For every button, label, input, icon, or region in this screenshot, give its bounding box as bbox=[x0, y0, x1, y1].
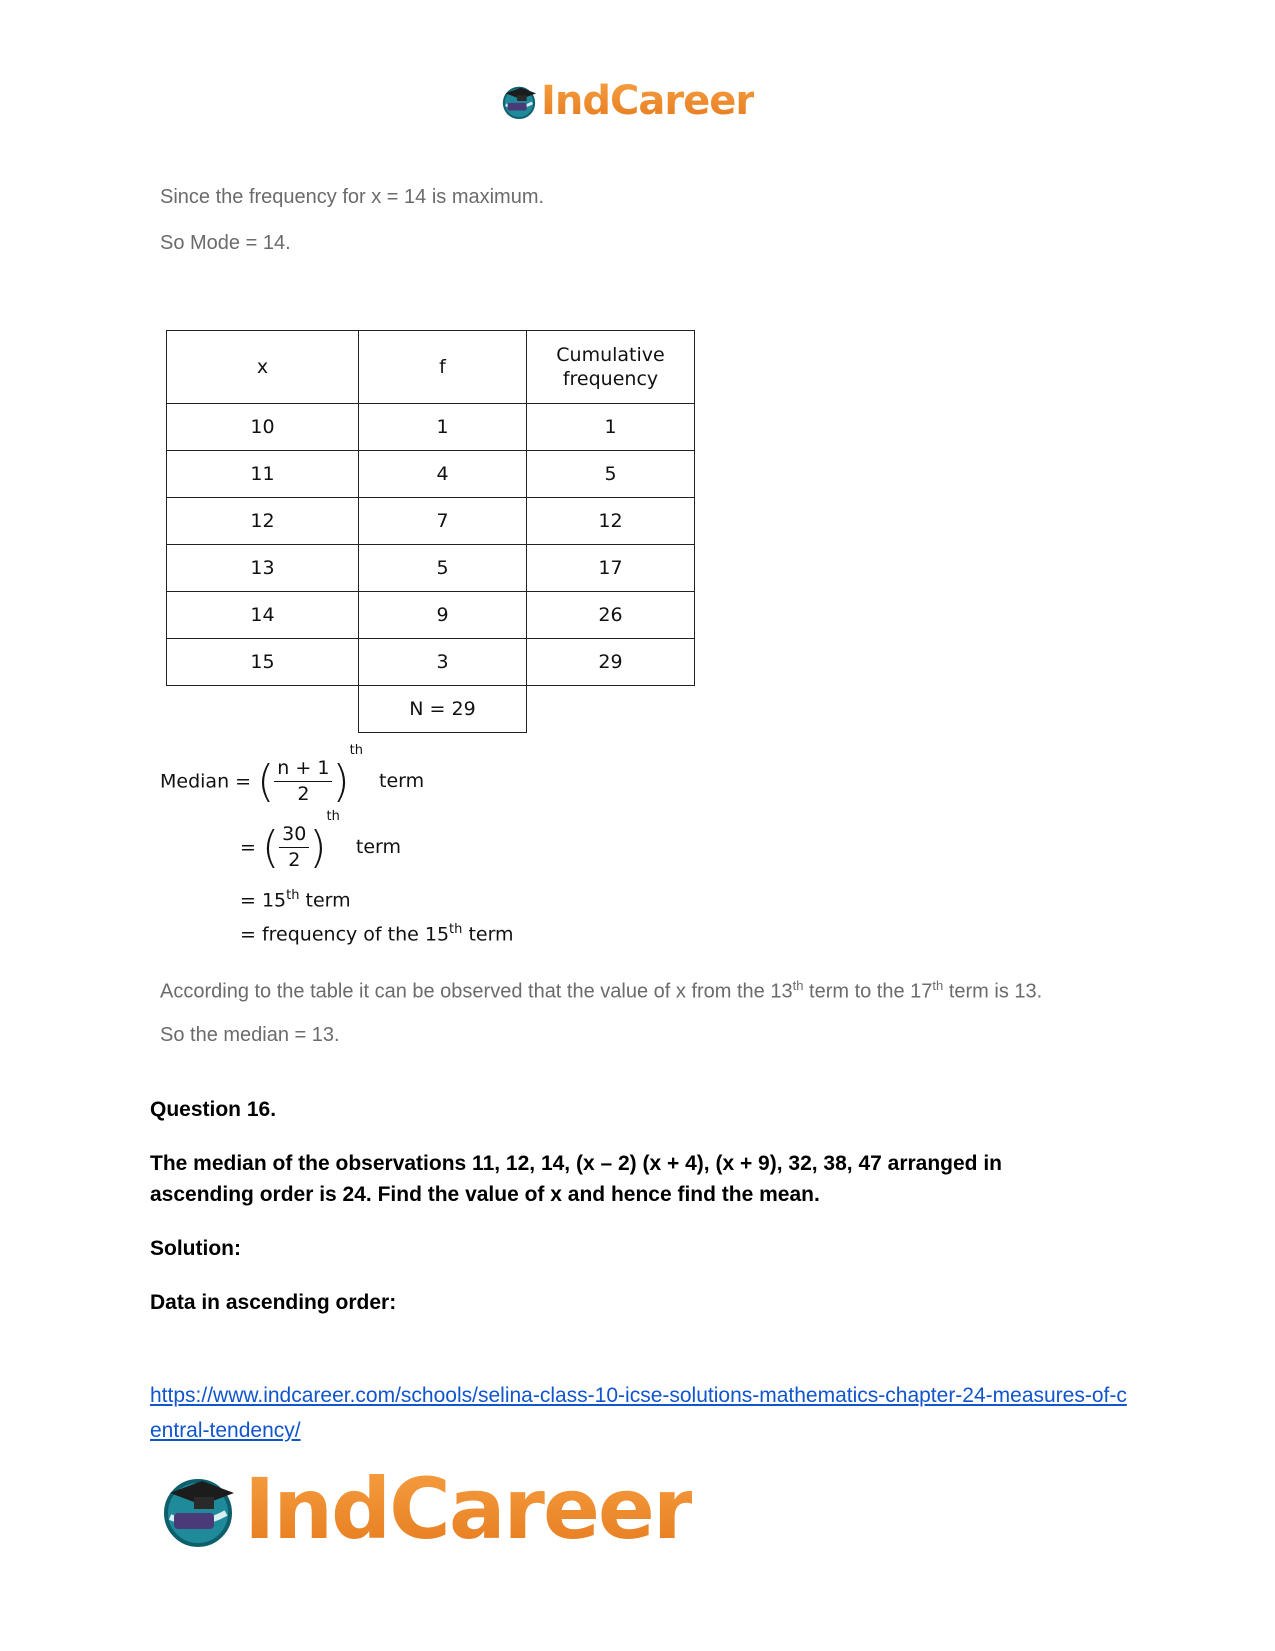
table-cell: 5 bbox=[359, 545, 527, 592]
table-header-x: x bbox=[167, 331, 359, 404]
brand-wordmark: IndCareer bbox=[244, 1460, 693, 1558]
table-cell: 12 bbox=[167, 498, 359, 545]
table-cell: 10 bbox=[167, 404, 359, 451]
table-cell: 1 bbox=[527, 404, 695, 451]
question-title: Question 16. bbox=[150, 1098, 277, 1121]
table-cell: 13 bbox=[167, 545, 359, 592]
table-cell: 9 bbox=[359, 592, 527, 639]
table-header-row bbox=[167, 331, 695, 404]
table-header-cumulative: Cumulative frequency bbox=[527, 331, 695, 404]
median-step-1: Median = ( $\frac{n + 1}{2}$ )$^{th}$ term bbox=[160, 743, 425, 807]
table-total-row bbox=[167, 686, 695, 733]
table-cell: 7 bbox=[359, 498, 527, 545]
fraction: $\frac{n + 1}{2}$ bbox=[274, 758, 332, 806]
table-cell: 14 bbox=[167, 592, 359, 639]
table-cell: 4 bbox=[359, 451, 527, 498]
table-cell: 12 bbox=[527, 498, 695, 545]
table-row bbox=[167, 451, 695, 498]
mode-reason-text: Since the frequency for x = 14 is maximum. bbox=[160, 186, 545, 208]
table-header-f: f bbox=[359, 331, 527, 404]
table-row bbox=[167, 404, 695, 451]
table-row bbox=[167, 545, 695, 592]
graduation-cap-globe-icon bbox=[500, 82, 538, 120]
table-row bbox=[167, 639, 695, 686]
table-row bbox=[167, 592, 695, 639]
brand-wordmark: IndCareer bbox=[541, 78, 755, 124]
table-cell: 3 bbox=[359, 639, 527, 686]
table-row bbox=[167, 498, 695, 545]
median-step-4: = frequency of the 15th term bbox=[240, 922, 514, 946]
graduation-cap-globe-icon bbox=[158, 1469, 238, 1549]
table-total-cell: N = 29 bbox=[359, 686, 527, 733]
data-label: Data in ascending order: bbox=[150, 1291, 397, 1314]
median-conclusion-text: So the median = 13. bbox=[160, 1024, 340, 1046]
observation-text: According to the table it can be observed that the value of x from the 13th term to the 17th term is 13. bbox=[160, 978, 1043, 1003]
fraction: $\frac{30}{2}$ bbox=[279, 824, 309, 872]
brand-logo-footer bbox=[158, 1460, 692, 1558]
solution-label: Solution: bbox=[150, 1237, 241, 1260]
mode-result-text: So Mode = 14. bbox=[160, 232, 291, 254]
table-cell: 15 bbox=[167, 639, 359, 686]
source-link[interactable]: https://www.indcareer.com/schools/selina-class-10-icse-solutions-mathematics-chapter-24-measures-of-central-tendency/ bbox=[150, 1384, 1127, 1442]
median-step-2: = ( $\frac{30}{2}$ )$^{th}$ term bbox=[240, 809, 402, 873]
table-cell: 26 bbox=[527, 592, 695, 639]
frequency-table bbox=[166, 330, 695, 733]
table-cell: 29 bbox=[527, 639, 695, 686]
table-cell: 11 bbox=[167, 451, 359, 498]
brand-logo-header bbox=[500, 78, 754, 124]
table-cell: 5 bbox=[527, 451, 695, 498]
table-cell: 1 bbox=[359, 404, 527, 451]
median-label: Median = bbox=[160, 770, 252, 793]
question-text: The median of the observations 11, 12, 14, (x – 2) (x + 4), (x + 9), 32, 38, 47 arranged in ascending order is 24. Find the value of x and hence find the mean. bbox=[150, 1152, 1003, 1206]
median-step-3: = 15th term bbox=[240, 888, 351, 912]
table-cell: 17 bbox=[527, 545, 695, 592]
